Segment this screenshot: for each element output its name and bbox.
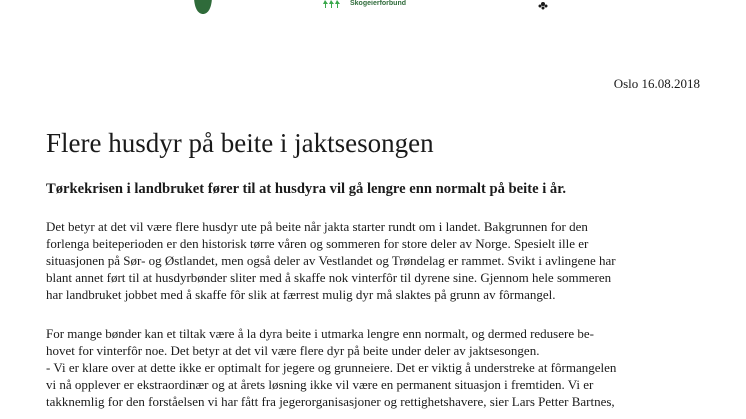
header-logos (0, 0, 746, 18)
body-paragraph-1 (46, 218, 706, 303)
text-line: forlenga beiteperioden er den historisk tørre våren og sommeren for store deler av Norge. Spesielt ille er (46, 236, 589, 251)
tree-row-icon (322, 0, 344, 8)
text-line: takknemlig for den forståelsen vi har fått fra jegerorganisasjoner og rettighetshavere, sier Lars Petter Bartnes, (46, 394, 615, 409)
text-line: - Vi er klare over at dette ikke er optimalt for jegere og grunneiere. Det er viktig å understreke at fôrmangelen (46, 360, 617, 375)
text-line: vi nå opplever er ekstraordinær og at årets løsning ikke vil være en permanent situasjon i fremtiden. Vi er (46, 377, 594, 392)
document-date: Oslo 16.08.2018 (613, 76, 700, 91)
lead-paragraph: Tørkekrisen i landbruket fører til at husdyra vil gå lengre enn normalt på beite i år. (46, 181, 566, 197)
flower-icon (537, 0, 549, 8)
page-title: Flere husdyr på beite i jaktsesongen (46, 128, 434, 158)
text-line: blant annet ført til at husdyrbønder sliter med å skaffe nok vinterfôr til dyrene sine. Gjennom hele sommeren (46, 270, 612, 285)
text-line: situasjonen på Sør- og Østlandet, men også deler av Vestlandet og Trøndelag er rammet. Svikt i avlingene har (46, 253, 616, 268)
text-line: For mange bønder kan et tiltak være å la dyra beite i utmarka lengre enn normalt, og dermed redusere be- (46, 326, 594, 341)
logo-text: Skogeierforbund (350, 0, 407, 7)
skogeierforbund-logo (322, 0, 406, 10)
text-line: Det betyr at det vil være flere husdyr ute på beite når jakta starter rundt om i landet. Bakgrunnen for den (46, 219, 588, 234)
text-line: har landbruket jobbet med å skaffe fôr slik at færrest mulig dyr må slaktes på grunn av fôrmangel. (46, 287, 556, 302)
green-leaf-icon (192, 0, 214, 16)
text-line: hovet for vinterfôr noe. Det betyr at det vil være flere dyr på beite under deler av jaktsesongen. (46, 343, 540, 358)
body-paragraph-2 (46, 325, 706, 410)
